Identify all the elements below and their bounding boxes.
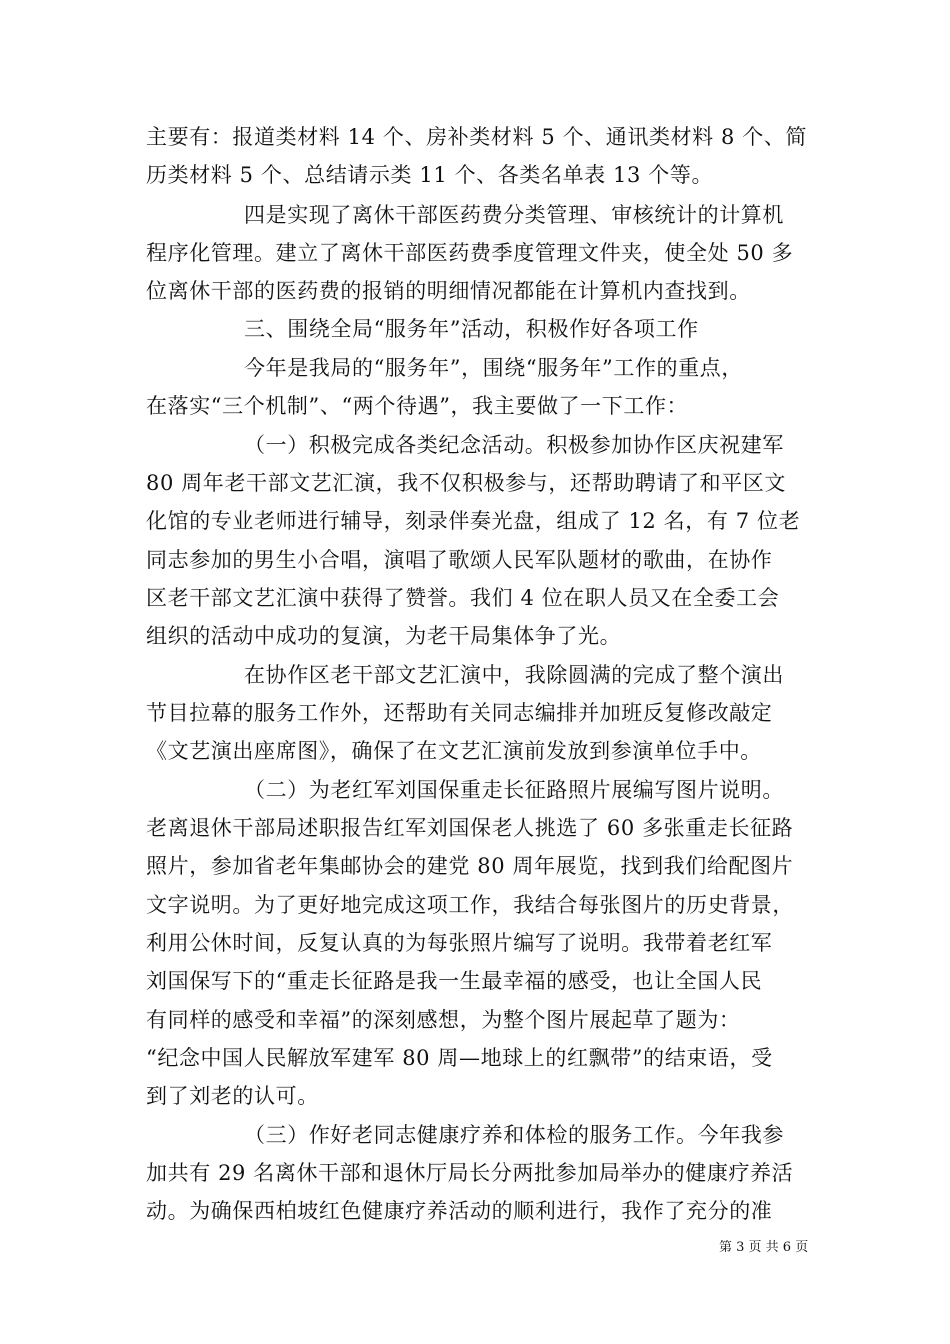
text-line-12: 同志参加的男生小合唱，演唱了歌颂人民军队题材的歌曲，在协作 [146, 548, 773, 572]
text-line-15: 在协作区老干部文艺汇演中，我除圆满的完成了整个演出 [244, 663, 784, 687]
text-line-25: “纪念中国人民解放军建军 80 周—地球上的红飘带”的结束语，受 [146, 1046, 773, 1070]
text-line-10: 80 周年老干部文艺汇演，我不仅积极参与，还帮助聘请了和平区文 [146, 471, 786, 495]
text-line-18: （二）为老红军刘国保重走长征路照片展编写图片说明。 [244, 778, 784, 802]
text-line-7: 今年是我局的“服务年”，围绕“服务年”工作的重点， [244, 356, 743, 380]
text-line-27: （三）作好老同志健康疗养和体检的服务工作。今年我参 [244, 1123, 784, 1147]
text-line-21: 文字说明。为了更好地完成这项工作，我结合每张图片的历史背景， [146, 893, 794, 917]
text-line-8: 在落实“三个机制”、“两个待遇”，我主要做了一下工作： [146, 394, 689, 418]
text-line-13: 区老干部文艺汇演中获得了赞誉。我们 4 位在职人员又在全委工会 [146, 586, 780, 610]
text-line-1: 主要有：报道类材料 14 个、房补类材料 5 个、通讯类材料 8 个、简 [146, 125, 808, 149]
text-line-23: 刘国保写下的“重走长征路是我一生最幸福的感受，也让全国人民 [146, 969, 763, 993]
text-line-16: 节目拉幕的服务工作外，还帮助有关同志编排并加班反复修改敲定 [146, 701, 773, 725]
text-line-9: （一）积极完成各类纪念活动。积极参加协作区庆祝建军 [244, 433, 784, 457]
text-line-29: 动。为确保西柏坡红色健康疗养活动的顺利进行，我作了充分的准 [146, 1199, 773, 1223]
text-line-2: 历类材料 5 个、总结请示类 11 个、各类名单表 13 个等。 [146, 163, 714, 187]
text-line-11: 化馆的专业老师进行辅导，刻录伴奏光盘，组成了 12 名，有 7 位老 [146, 509, 801, 533]
text-line-19: 老离退休干部局述职报告红军刘国保老人挑选了 60 多张重走长征路 [146, 816, 794, 840]
text-line-22: 利用公休时间，反复认真的为每张照片编写了说明。我带着老红军 [146, 931, 773, 955]
text-line-17: 《文艺演出座席图》，确保了在文艺汇演前发放到参演单位手中。 [146, 739, 762, 763]
text-line-4: 程序化管理。建立了离休干部医药费季度管理文件夹，使全处 50 多 [146, 241, 794, 265]
section-heading: 三、围绕全局“服务年”活动，积极作好各项工作 [244, 317, 699, 341]
text-line-14: 组织的活动中成功的复演，为老干局集体争了光。 [146, 624, 622, 648]
text-line-5: 位离休干部的医药费的报销的明细情况都能在计算机内查找到。 [146, 279, 751, 303]
text-line-3: 四是实现了离休干部医药费分类管理、审核统计的计算机 [244, 203, 784, 227]
page-number-footer: 第 3 页 共 6 页 [719, 1240, 809, 1255]
text-line-28: 加共有 29 名离休干部和退休厅局长分两批参加局举办的健康疗养活 [146, 1161, 794, 1185]
text-line-26: 到了刘老的认可。 [146, 1084, 319, 1108]
text-line-24: 有同样的感受和幸福”的深刻感想，为整个图片展起草了题为： [146, 1008, 741, 1032]
text-line-20: 照片，参加省老年集邮协会的建党 80 周年展览，找到我们给配图片 [146, 854, 794, 878]
